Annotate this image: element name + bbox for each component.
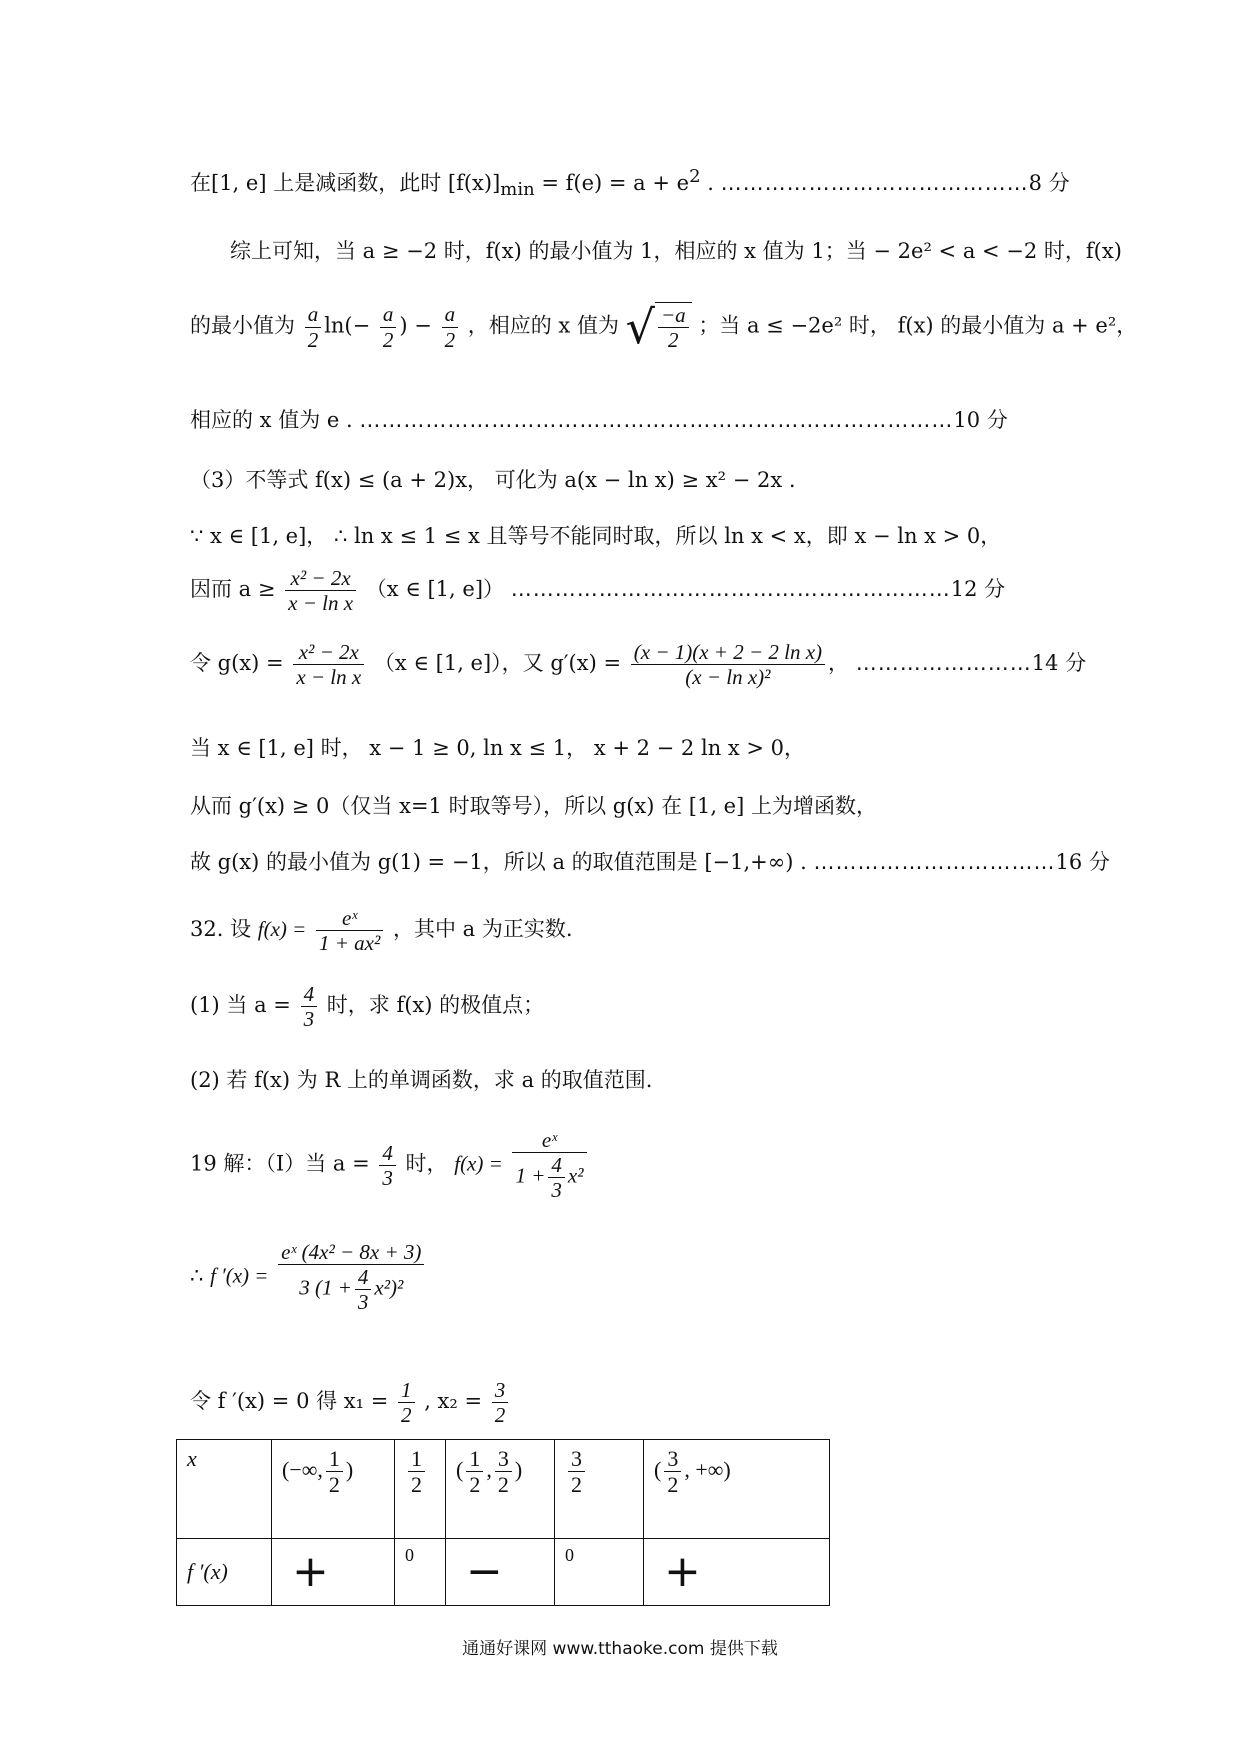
text-line-8: 令 g(x) = $\frac{\text{x² − 2x}}{\text{x − ln x}}$ （x ∈ [1, e]），又 g′(x) = $\frac{\text{(x − 1)(x + 2 − 2 ln x)}}{\text{(x − ln x)²}}$ ， ……………………14 分 [190, 640, 1087, 690]
score-mark: 10 分 [953, 408, 1008, 432]
text-line-10: 从而 g′(x) ≥ 0（仅当 x=1 时取等号），所以 g(x) 在 [1, e] 上为增函数， [190, 794, 877, 818]
text-line-4: 相应的 x 值为 e . ………………………………………………………………………10 分 [190, 408, 1008, 432]
table-row: f ′(x) + 0 − 0 + [177, 1539, 830, 1606]
text-line-1: 在[1, e] 上是减函数，此时 $[f(x)]_{min} = f(e) = a + e^2$ . ……………………………………8 分 [190, 166, 1070, 201]
text-line-2: 综上可知，当 a ≥ −2 时，f(x) 的最小值为 1，相应的 x 值为 1；当 − 2e² < a < −2 时，f(x) [230, 239, 1122, 263]
text-line-6: ∵ x ∈ [1, e]， ∴ ln x ≤ 1 ≤ x 且等号不能同时取，所以 ln x < x，即 x − ln x > 0， [190, 524, 1002, 548]
fraction: $\frac{\text{(x − 1)(x + 2 − 2 ln x)}}{\text{(x − ln x)²}}$ [631, 640, 825, 689]
question-32-part-2: (2) 若 f(x) 为 R 上的单调函数，求 a 的取值范围. [190, 1068, 653, 1092]
critical-points: 令 f ′(x) = 0 得 x₁ = $\frac{1}{2}$ , x₂ = $\frac{3}{2}$ [190, 1378, 511, 1427]
text-line-5: （3）不等式 f(x) ≤ (a + 2)x， 可化为 a(x − ln x) ≥ x² − 2x . [190, 468, 796, 492]
question-32: 32. 设 f(x) = $\frac{\text{eˣ}}{\text{1 + ax²}}$ ，其中 a 为正实数. [190, 906, 573, 956]
score-mark: 14 分 [1031, 651, 1087, 676]
fraction: $\frac{4}{3}$ [301, 982, 318, 1031]
fraction: $\frac{4}{3}$ [379, 1141, 396, 1190]
fraction: $\frac{\text{x² − 2x}}{\text{x − ln x}}$ [285, 566, 356, 615]
fraction: eˣ (4x² − 8x + 3) 3 (1 + $\frac{4}{3}$ x²)² [278, 1240, 424, 1314]
score-mark: 12 分 [950, 577, 1006, 602]
question-32-part-1: (1) 当 a = $\frac{4}{3}$ 时，求 f(x) 的极值点； [190, 982, 545, 1032]
score-mark: 16 分 [1055, 850, 1110, 874]
fraction: $\frac{\text{x² − 2x}}{\text{x − ln x}}$ [293, 640, 364, 689]
text-line-9: 当 x ∈ [1, e] 时， x − 1 ≥ 0, ln x ≤ 1， x + 2 − 2 ln x > 0， [190, 736, 806, 760]
fraction: $\frac{3}{2}$ [492, 1378, 509, 1427]
fraction: $\frac{\text{eˣ}}{\text{1 + ax²}}$ [316, 906, 383, 955]
fraction: $\frac{1}{2}$ [398, 1378, 415, 1427]
derivative-formula: ∴ f ′(x) = eˣ (4x² − 8x + 3) 3 (1 + $\frac{4}{3}$ x²)² [190, 1240, 427, 1314]
sign-table [176, 1439, 830, 1606]
fraction: eˣ 1 + $\frac{4}{3}$ x² [512, 1128, 586, 1202]
square-root: √ $\frac{-a}{2}$ [626, 300, 692, 354]
text-line-11: 故 g(x) 的最小值为 g(1) = −1，所以 a 的取值范围是 [−1,+∞) . ……………………………16 分 [190, 850, 1110, 874]
fraction: $\frac{a}{2}$ [442, 302, 459, 351]
solution-19: 19 解：（Ⅰ）当 a = $\frac{4}{3}$ 时， f(x) = eˣ 1 + $\frac{4}{3}$ x² [190, 1128, 590, 1202]
table-row: x (−∞, $\frac{1}{2}$ ) $\frac{1}{2}$ ( $\frac{1}{2}$ , $\frac{3}{2}$ ) $\frac{3}{2}$ ( $\frac{3}{2}$ , +∞) [177, 1440, 830, 1539]
fraction: $\frac{a}{2}$ [380, 302, 397, 351]
score-mark: 8 分 [1028, 171, 1070, 195]
text-line-7: 因而 a ≥ $\frac{\text{x² − 2x}}{\text{x − ln x}}$ （x ∈ [1, e]） ……………………………………………………12 分 [190, 566, 1006, 616]
fraction: $\frac{a}{2}$ [305, 302, 322, 351]
text-line-3: 的最小值为 $\frac{a}{2}$ ln(− $\frac{a}{2}$ ) − $\frac{a}{2}$ ，相应的 x 值为 √ $\frac{-a}{2}$ ；当 a ≤ −2e² 时， f(x) 的最小值为 a + e²， [190, 300, 1138, 354]
footer-credit: 通通好课网 www.tthaoke.com 提供下载 [462, 1639, 778, 1659]
